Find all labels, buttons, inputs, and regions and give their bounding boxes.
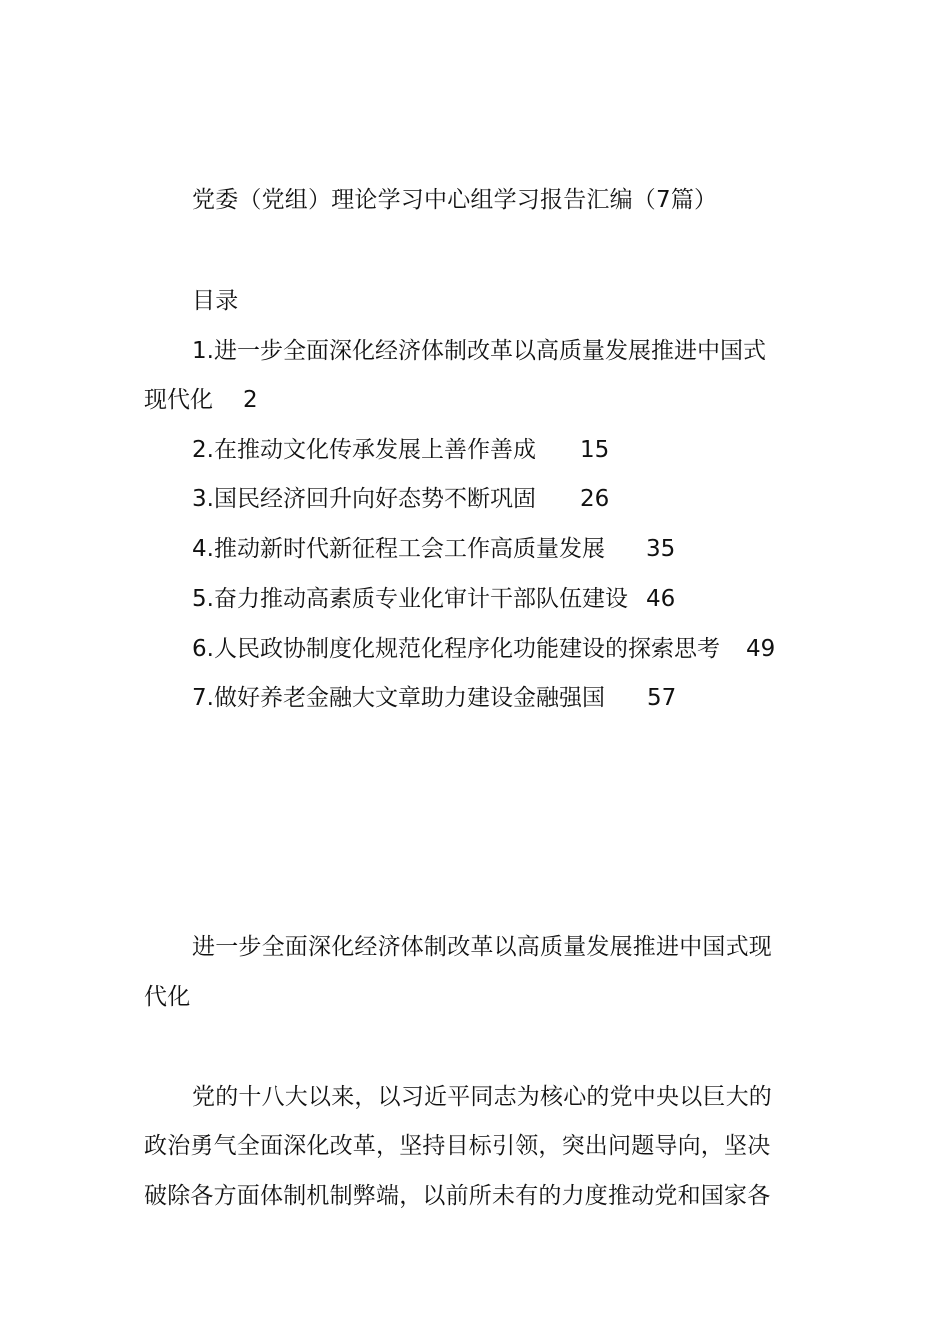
toc-entry-4-page: 35 [646, 536, 676, 562]
article-title-line1: 进一步全面深化经济体制改革以高质量发展推进中国式现 [192, 934, 772, 960]
article-title-line2: 代化 [144, 984, 191, 1010]
article-paragraph-line1: 党的十八大以来，以习近平同志为核心的党中央以巨大的 [192, 1084, 772, 1110]
toc-entry-5-page: 46 [646, 586, 676, 612]
toc-entry-3-page: 26 [580, 486, 610, 512]
document-title: 党委（党组）理论学习中心组学习报告汇编（7篇） [192, 187, 718, 213]
toc-heading: 目录 [192, 288, 239, 314]
toc-entry-2[interactable]: 2.在推动文化传承发展上善作善成 [192, 437, 536, 463]
toc-entry-7[interactable]: 7.做好养老金融大文章助力建设金融强国 [192, 685, 605, 711]
toc-entry-1-line1[interactable]: 1.进一步全面深化经济体制改革以高质量发展推进中国式 [192, 338, 766, 364]
toc-entry-4[interactable]: 4.推动新时代新征程工会工作高质量发展 [192, 536, 605, 562]
toc-entry-5[interactable]: 5.奋力推动高素质专业化审计干部队伍建设 [192, 586, 628, 612]
article-paragraph-line3: 破除各方面体制机制弊端，以前所未有的力度推动党和国家各 [144, 1183, 771, 1209]
toc-entry-6-page: 49 [746, 636, 776, 662]
toc-entry-6[interactable]: 6.人民政协制度化规范化程序化功能建设的探索思考 [192, 636, 720, 662]
toc-entry-1-page: 2 [243, 387, 258, 413]
toc-entry-2-page: 15 [580, 437, 610, 463]
toc-entry-1-line2[interactable]: 现代化 [144, 387, 213, 413]
article-paragraph-line2: 政治勇气全面深化改革，坚持目标引领，突出问题导向，坚决 [144, 1133, 771, 1159]
toc-entry-7-page: 57 [647, 685, 677, 711]
toc-entry-3[interactable]: 3.国民经济回升向好态势不断巩固 [192, 486, 536, 512]
